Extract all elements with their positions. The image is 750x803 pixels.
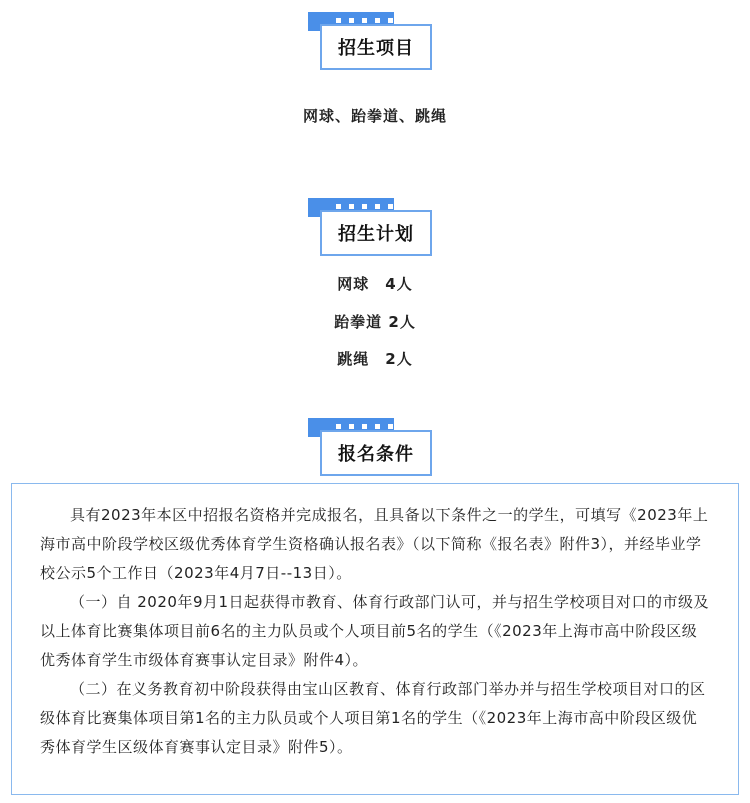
plan-row-tennis: 网球 4人	[337, 275, 413, 293]
section-title: 报名条件	[320, 430, 432, 476]
section-heading-conditions	[308, 418, 434, 478]
conditions-paragraph-1: （一）自 2020年9月1日起获得市教育、体育行政部门认可，并与招生学校项目对口的市级及以上体育比赛集体项目前6名的主力队员或个人项目前5名的学生（《2023年上海市高中阶段区级优秀体育学生市级体育赛事认定目录》附件4）。	[40, 593, 710, 669]
projects-text: 网球、跆拳道、跳绳	[302, 107, 447, 125]
conditions-paragraph-2: （二）在义务教育初中阶段获得由宝山区教育、体育行政部门举办并与招生学校项目对口的区级体育比赛集体项目第1名的主力队员或个人项目第1名的学生（《2023年上海市高中阶段区级优秀体育学生区级体育赛事认定目录》附件5）。	[40, 680, 706, 756]
dots-decoration	[336, 424, 393, 429]
conditions-box	[11, 483, 739, 795]
plan-row-taekwondo: 跆拳道 2人	[334, 313, 416, 331]
section-title: 招生计划	[320, 210, 432, 256]
section-heading-plan	[308, 198, 434, 258]
dots-decoration	[336, 18, 393, 23]
plan-row-jumprope: 跳绳 2人	[337, 350, 413, 368]
dots-decoration	[336, 204, 393, 209]
section-title: 招生项目	[320, 24, 432, 70]
conditions-paragraph-intro: 具有2023年本区中招报名资格并完成报名，且具备以下条件之一的学生，可填写《2023年上海市高中阶段学校区级优秀体育学生资格确认报名表》（以下简称《报名表》附件3），并经毕业学校公示5个工作日（2023年4月7日--13日）。	[40, 506, 709, 582]
section-heading-projects	[308, 12, 434, 72]
